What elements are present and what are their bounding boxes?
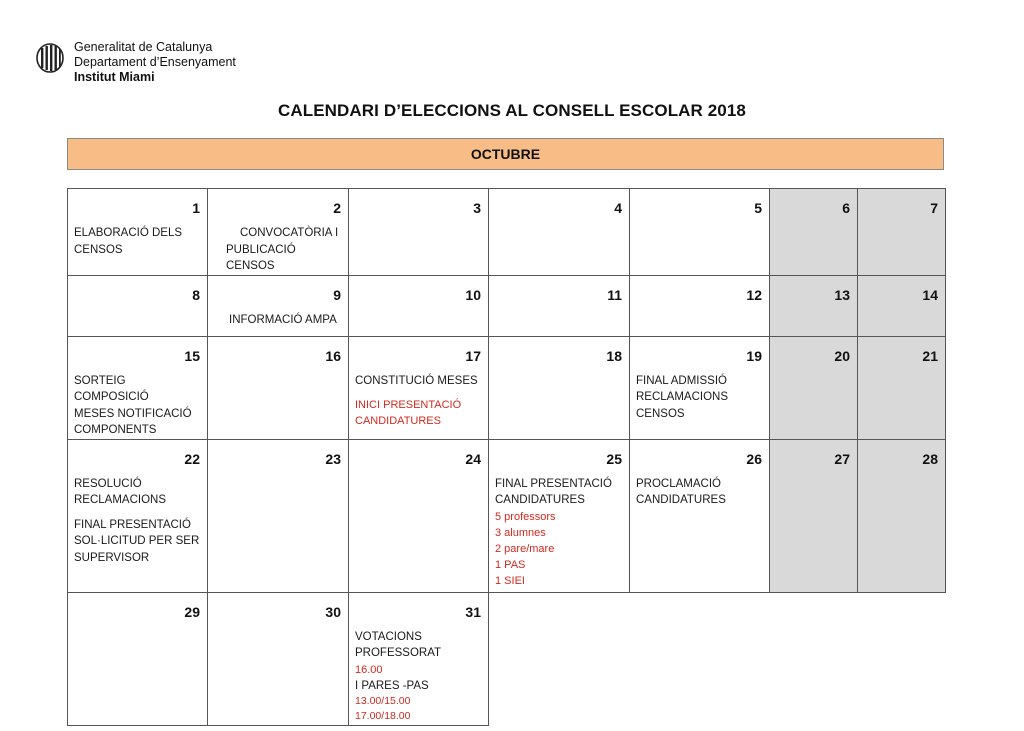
day-number: 29 (184, 603, 200, 620)
event-text-red: 2 pare/mare (495, 542, 555, 555)
event-text: SUPERVISOR (74, 551, 150, 564)
day-cell-13 (770, 275, 858, 336)
day-cell-4 (489, 189, 630, 276)
week-row (68, 189, 946, 276)
day-number: 22 (184, 450, 200, 467)
week-row (68, 275, 946, 336)
day-number: 9 (333, 286, 341, 303)
empty-cell (770, 592, 858, 725)
event-text: SOL·LICITUD PER SER (74, 535, 200, 547)
day-cell-8 (68, 275, 208, 336)
day-cell-27 (770, 439, 858, 592)
day-number: 31 (465, 603, 481, 620)
day-number: 6 (842, 200, 850, 216)
day-number: 24 (465, 450, 481, 467)
event-text: PUBLICACIÓ CENSOS (226, 243, 296, 272)
day-number: 4 (614, 200, 622, 216)
event-text: INFORMACIÓ AMPA (229, 313, 337, 326)
event-text: CANDIDATURES (495, 494, 585, 506)
event-text: CENSOS (636, 407, 685, 420)
day-number: 2 (333, 200, 341, 216)
day-cell-3 (349, 189, 489, 276)
day-cell-10 (349, 275, 489, 336)
event-text: PROFESSORAT (355, 647, 442, 659)
event-text: COMPONENTS (74, 424, 157, 436)
event-text: CENSOS (74, 243, 123, 256)
event-text-red: 17.00/18.00 (355, 710, 411, 722)
day-cell-22 (68, 439, 208, 592)
day-number: 17 (465, 347, 481, 364)
event-text-red: 3 alumnes (495, 526, 546, 539)
event-text: FINAL ADMISSIÓ (636, 374, 727, 387)
day-cell-17 (349, 336, 489, 439)
event-text: CONSTITUCIÓ MESES (355, 374, 478, 387)
day-number: 27 (834, 450, 850, 467)
day-cell-16 (208, 336, 349, 439)
day-cell-30 (208, 592, 349, 725)
day-number: 1 (192, 200, 200, 216)
document-header (36, 40, 236, 85)
day-number: 5 (754, 200, 762, 216)
day-cell-23 (208, 439, 349, 592)
day-cell-12 (630, 275, 770, 336)
day-number: 28 (922, 450, 938, 467)
week-row (68, 592, 946, 725)
event-text: PROCLAMACIÓ (636, 477, 721, 490)
event-text-red: INICI PRESENTACIÓ (355, 399, 462, 411)
day-number: 13 (834, 286, 850, 303)
week-row (68, 336, 946, 439)
day-cell-15 (68, 336, 208, 439)
event-text: SORTEIG COMPOSICIÓ (74, 374, 149, 403)
day-cell-21 (858, 336, 946, 439)
event-text: CONVOCATÒRIA I (240, 227, 339, 239)
event-text-red: CANDIDATURES (355, 415, 441, 427)
day-cell-24 (349, 439, 489, 592)
month-banner: OCTUBRE (67, 138, 944, 170)
event-text: I PARES -PAS (355, 679, 429, 692)
org-name: Generalitat de Catalunya (74, 40, 213, 54)
day-cell-25 (489, 439, 630, 592)
empty-cell (858, 592, 946, 725)
event-text: ELABORACIÓ DELS (74, 227, 183, 239)
week-row (68, 439, 946, 592)
calendar-grid (67, 188, 946, 726)
day-number: 15 (184, 347, 200, 364)
day-number: 30 (325, 603, 341, 620)
day-number: 20 (834, 347, 850, 364)
day-cell-11 (489, 275, 630, 336)
day-cell-6 (770, 189, 858, 276)
day-number: 19 (746, 347, 762, 364)
event-text: FINAL PRESENTACIÓ (74, 518, 191, 531)
organization-block (74, 40, 236, 85)
day-number: 23 (325, 450, 341, 467)
event-text: CANDIDATURES (636, 494, 726, 506)
day-cell-7 (858, 189, 946, 276)
empty-cell (630, 592, 770, 725)
school-name: Institut Miami (74, 70, 155, 84)
day-cell-26 (630, 439, 770, 592)
event-text: RECLAMACIONS (74, 494, 167, 506)
day-cell-5 (630, 189, 770, 276)
day-cell-2 (208, 189, 349, 276)
day-cell-28 (858, 439, 946, 592)
day-number: 16 (325, 347, 341, 364)
day-cell-31 (349, 592, 489, 725)
event-text-red: 16.00 (355, 663, 383, 676)
event-text: VOTACIONS (355, 630, 422, 643)
department-name: Departament d’Ensenyament (74, 55, 236, 69)
day-number: 14 (922, 286, 938, 303)
day-number: 10 (465, 286, 481, 303)
day-number: 18 (606, 347, 622, 364)
day-cell-29 (68, 592, 208, 725)
day-number: 26 (746, 450, 762, 467)
day-number: 21 (922, 347, 938, 364)
event-text-red: 13.00/15.00 (355, 695, 411, 707)
day-number: 25 (606, 450, 622, 467)
day-number: 8 (192, 286, 200, 303)
event-text: MESES NOTIFICACIÓ (74, 407, 192, 420)
event-text: RESOLUCIÓ (74, 477, 142, 490)
day-cell-1 (68, 189, 208, 276)
event-text-red: 1 SIEI (495, 574, 525, 587)
day-cell-9 (208, 275, 349, 336)
page-title: CALENDARI D’ELECCIONS AL CONSELL ESCOLAR 2018 (278, 101, 746, 120)
day-cell-20 (770, 336, 858, 439)
event-text-red: 5 professors (495, 510, 556, 523)
day-cell-19 (630, 336, 770, 439)
event-text-red: 1 PAS (495, 558, 526, 571)
day-number: 12 (746, 286, 762, 303)
event-text: FINAL PRESENTACIÓ (495, 477, 612, 490)
day-number: 11 (607, 286, 622, 303)
day-cell-14 (858, 275, 946, 336)
day-cell-18 (489, 336, 630, 439)
day-number: 7 (930, 200, 938, 216)
generalitat-logo-icon (36, 43, 64, 73)
event-text: RECLAMACIONS (636, 391, 729, 403)
day-number: 3 (473, 200, 481, 216)
empty-cell (489, 592, 630, 725)
